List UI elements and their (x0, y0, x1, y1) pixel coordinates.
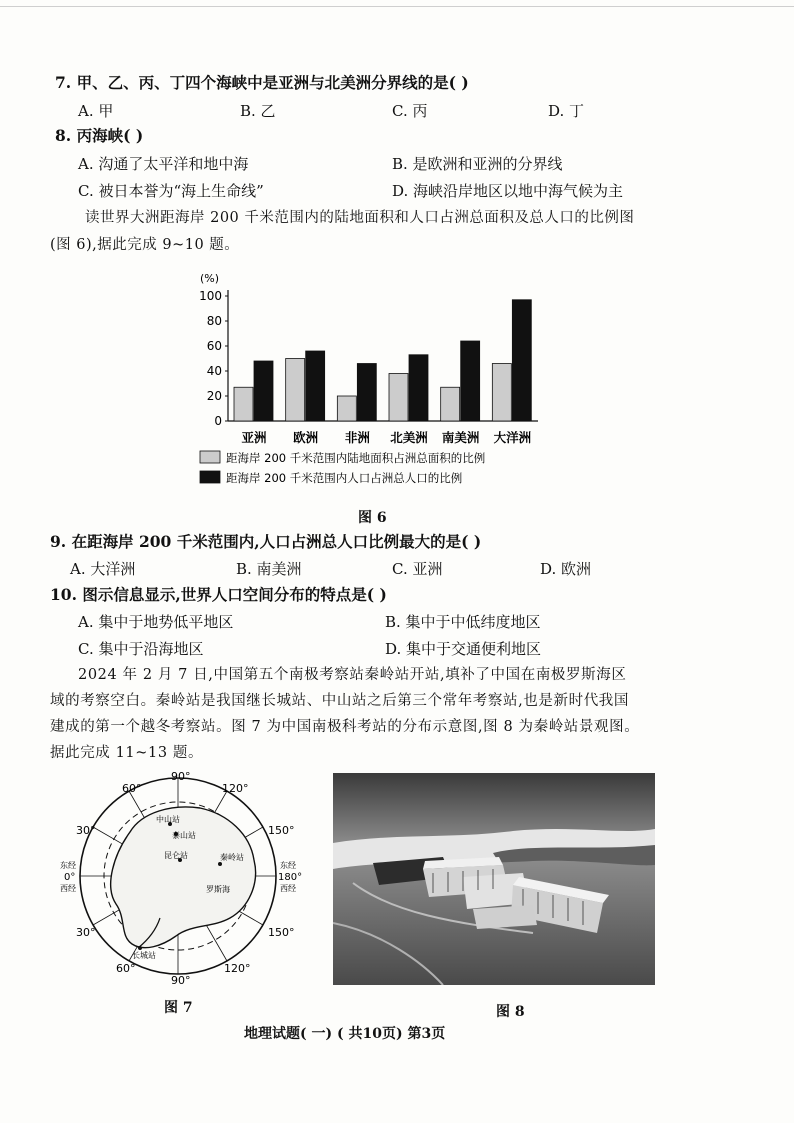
question-9-option-d: D. 欧洲 (540, 560, 592, 578)
map-label-120-upper: 120° (222, 782, 249, 795)
question-8-option-a: A. 沟通了太平洋和地中海 (78, 155, 249, 173)
question-7-option-a: A. 甲 (78, 102, 114, 120)
figure-6-bar-chart (190, 268, 560, 493)
map-label-bottom-90: 90° (171, 974, 191, 987)
map-label-60-lower: 60° (116, 962, 136, 975)
legend-swatch-0 (200, 451, 220, 463)
y-axis-unit: (%) (200, 272, 220, 285)
map-label-150-upper: 150° (268, 824, 295, 837)
map-east-180-label: 180° (278, 872, 303, 883)
bar-area-0 (234, 387, 253, 421)
legend-label-1: 距海岸 200 千米范围内人口占洲总人口的比例 (226, 471, 463, 485)
station-taishan-label: 泰山站 (172, 831, 196, 840)
ross-sea-label: 罗斯海 (206, 885, 230, 894)
station-qinling-label: 秦岭站 (220, 853, 244, 862)
scan-top-border (0, 6, 794, 7)
question-9-stem: 9. 在距海岸 200 千米范围内,人口占洲总人口比例最大的是( ) (50, 532, 482, 551)
map-east-east-label: 东经 (280, 861, 296, 870)
bar-population-2 (357, 364, 376, 422)
question-8-option-b: B. 是欧洲和亚洲的分界线 (392, 155, 563, 173)
figure-8-photo (333, 773, 655, 985)
qinling-station-illustration (333, 773, 655, 985)
map-label-150-lower: 150° (268, 926, 295, 939)
legend-swatch-1 (200, 471, 220, 483)
map-label-top-90: 90° (171, 770, 191, 783)
bar-area-3 (389, 374, 408, 422)
x-tick-label: 欧洲 (293, 430, 319, 445)
map-label-120-lower: 120° (224, 962, 251, 975)
intro-9-10-line-1: 读世界大洲距海岸 200 千米范围内的陆地面积和人口占洲总面积及总人口的比例图 (85, 210, 635, 226)
y-tick-label: 80 (206, 314, 222, 328)
bar-area-4 (441, 387, 460, 421)
legend-label-0: 距海岸 200 千米范围内陆地面积占洲总面积的比例 (226, 451, 486, 465)
y-tick-label: 20 (206, 389, 222, 403)
question-8-option-d: D. 海峡沿岸地区以地中海气候为主 (392, 182, 624, 200)
bar-population-1 (306, 351, 325, 421)
map-west-east-label: 东经 (60, 861, 76, 870)
map-label-60-upper: 60° (122, 782, 142, 795)
x-tick-label: 亚洲 (241, 430, 267, 445)
question-7-option-d: D. 丁 (548, 102, 585, 120)
question-10-option-d: D. 集中于交通便利地区 (385, 640, 542, 658)
x-tick-label: 非洲 (344, 430, 370, 445)
bar-area-5 (492, 364, 511, 422)
page-footer: 地理试题( 一) ( 共10页) 第3页 (244, 1026, 446, 1042)
figure-6-caption: 图 6 (358, 510, 387, 526)
figure-7-caption: 图 7 (164, 1000, 193, 1016)
question-8-option-c: C. 被日本誉为“海上生命线” (78, 182, 264, 200)
question-10-stem: 10. 图示信息显示,世界人口空间分布的特点是( ) (50, 585, 387, 604)
bar-area-1 (286, 359, 305, 422)
intro-11-13-line-3: 建成的第一个越冬考察站。图 7 为中国南极科考站的分布示意图,图 8 为秦岭站景观图。 (50, 719, 640, 735)
intro-11-13-line-1: 2024 年 2 月 7 日,中国第五个南极考察站秦岭站开站,填补了中国在南极罗斯海区 (78, 667, 627, 683)
bar-area-2 (337, 396, 356, 421)
question-9-option-c: C. 亚洲 (392, 560, 443, 578)
station-changcheng-label: 长城站 (132, 951, 156, 960)
question-10-option-c: C. 集中于沿海地区 (78, 640, 204, 658)
x-tick-label: 南美洲 (441, 430, 480, 445)
map-east-west-label: 西经 (280, 884, 296, 893)
bar-population-5 (512, 300, 531, 421)
question-7-option-b: B. 乙 (240, 102, 276, 120)
station-kunlun-label: 昆仑站 (164, 851, 188, 860)
station-zhongshan-label: 中山站 (156, 815, 180, 824)
bar-population-4 (461, 341, 480, 421)
question-8-stem: 8. 丙海峡( ) (55, 126, 144, 145)
y-tick-label: 0 (214, 414, 222, 428)
x-tick-label: 大洋洲 (493, 430, 532, 445)
figure-7-antarctica-map (60, 768, 310, 988)
map-west-0-label: 0° (64, 872, 76, 883)
map-label-30-lower: 30° (76, 926, 96, 939)
question-7-option-c: C. 丙 (392, 102, 428, 120)
question-7-stem: 7. 甲、乙、丙、丁四个海峡中是亚洲与北美洲分界线的是( ) (55, 73, 469, 92)
bar-population-0 (254, 361, 273, 421)
intro-11-13-line-4: 据此完成 11~13 题。 (50, 745, 204, 761)
y-tick-label: 100 (199, 289, 222, 303)
x-tick-label: 北美洲 (390, 430, 428, 445)
question-10-option-b: B. 集中于中低纬度地区 (385, 613, 541, 631)
figure-8-caption: 图 8 (496, 1004, 525, 1020)
bar-population-3 (409, 355, 428, 421)
y-tick-label: 60 (206, 339, 222, 353)
question-10-option-a: A. 集中于地势低平地区 (78, 613, 234, 631)
question-9-option-b: B. 南美洲 (236, 560, 302, 578)
map-west-west-label: 西经 (60, 884, 76, 893)
map-label-30-upper: 30° (76, 824, 96, 837)
intro-11-13-line-2: 域的考察空白。秦岭站是我国继长城站、中山站之后第三个常年考察站,也是新时代我国 (50, 693, 630, 709)
y-tick-label: 40 (206, 364, 222, 378)
intro-9-10-line-2: (图 6),据此完成 9~10 题。 (50, 237, 240, 253)
question-9-option-a: A. 大洋洲 (70, 560, 136, 578)
